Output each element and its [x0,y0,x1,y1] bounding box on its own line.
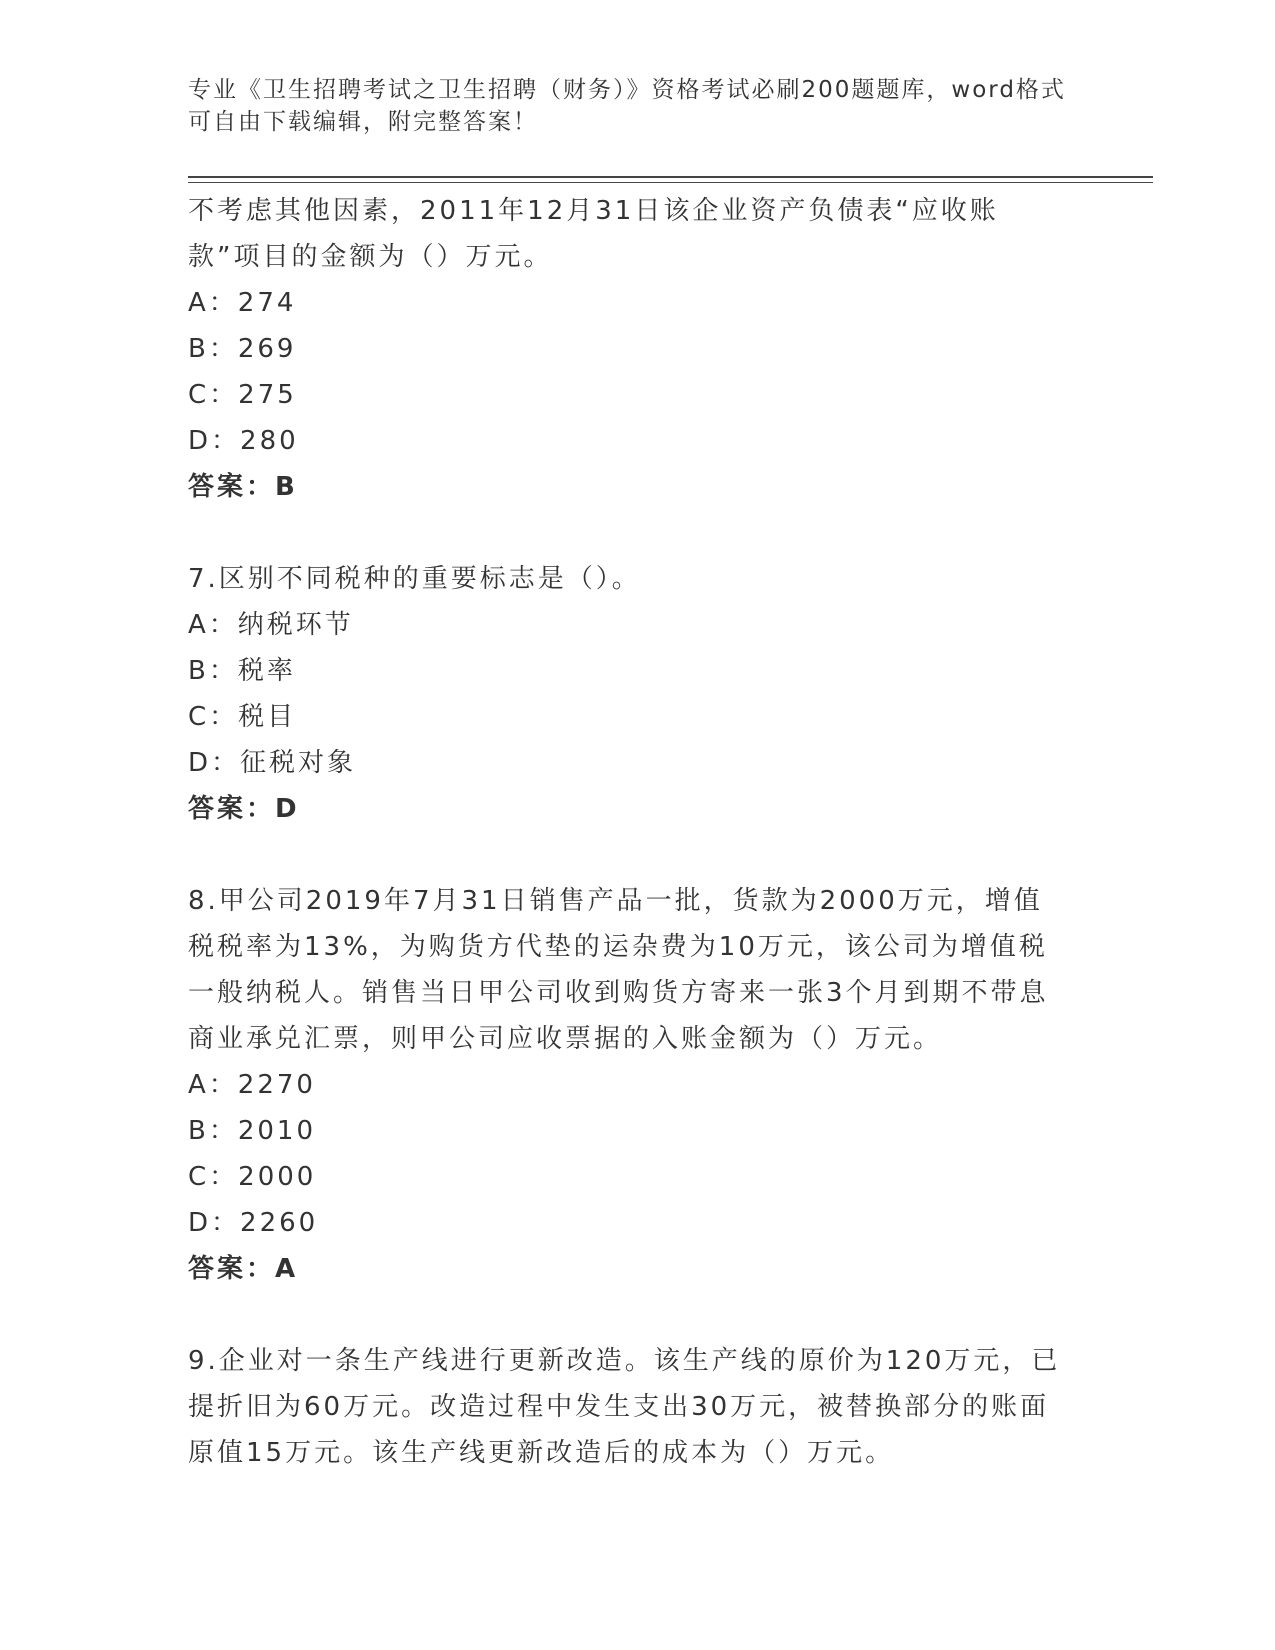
question-block [188,1338,1068,1476]
option-c: C：275 [188,380,297,410]
document-body [188,188,1068,1476]
option-a: A：2270 [188,1070,316,1100]
option-d: D：征税对象 [188,748,357,778]
option-b: B：269 [188,334,297,364]
header-rule-thin [188,182,1153,183]
option-c: C：税目 [188,702,297,732]
question-stem: 8.甲公司2019年7月31日销售产品一批，货款为2000万元，增值税税率为13%，为购货方代垫的运杂费为10万元，该公司为增值税一般纳税人。销售当日甲公司收到购货方寄来一张3个月到期不带息商业承兑汇票，则甲公司应收票据的入账金额为（）万元。 [188,886,1049,1054]
answer: 答案：B [188,472,298,502]
question-stem: 9.企业对一条生产线进行更新改造。该生产线的原价为120万元，已提折旧为60万元。改造过程中发生支出30万元，被替换部分的账面原值15万元。该生产线更新改造后的成本为（）万元。 [188,1346,1061,1468]
option-b: B：2010 [188,1116,317,1146]
question-block [188,878,1068,1292]
option-d: D：2260 [188,1208,319,1238]
header-rule-thick [188,176,1153,178]
option-d: D：280 [188,426,299,456]
question-stem: 不考虑其他因素，2011年12月31日该企业资产负债表“应收账款”项目的金额为（）万元。 [188,196,999,272]
option-b: B：税率 [188,656,296,686]
document-header: 专业《卫生招聘考试之卫生招聘（财务）》资格考试必刷200题题库，word格式可自由下载编辑，附完整答案！ [188,77,1066,135]
question-block [188,188,1068,510]
option-c: C：2000 [188,1162,317,1192]
option-a: A：纳税环节 [188,610,354,640]
answer: 答案：A [188,1254,299,1284]
answer: 答案：D [188,794,300,824]
question-stem: 7.区别不同税种的重要标志是（）。 [188,564,641,594]
option-a: A：274 [188,288,297,318]
question-block [188,556,1068,832]
